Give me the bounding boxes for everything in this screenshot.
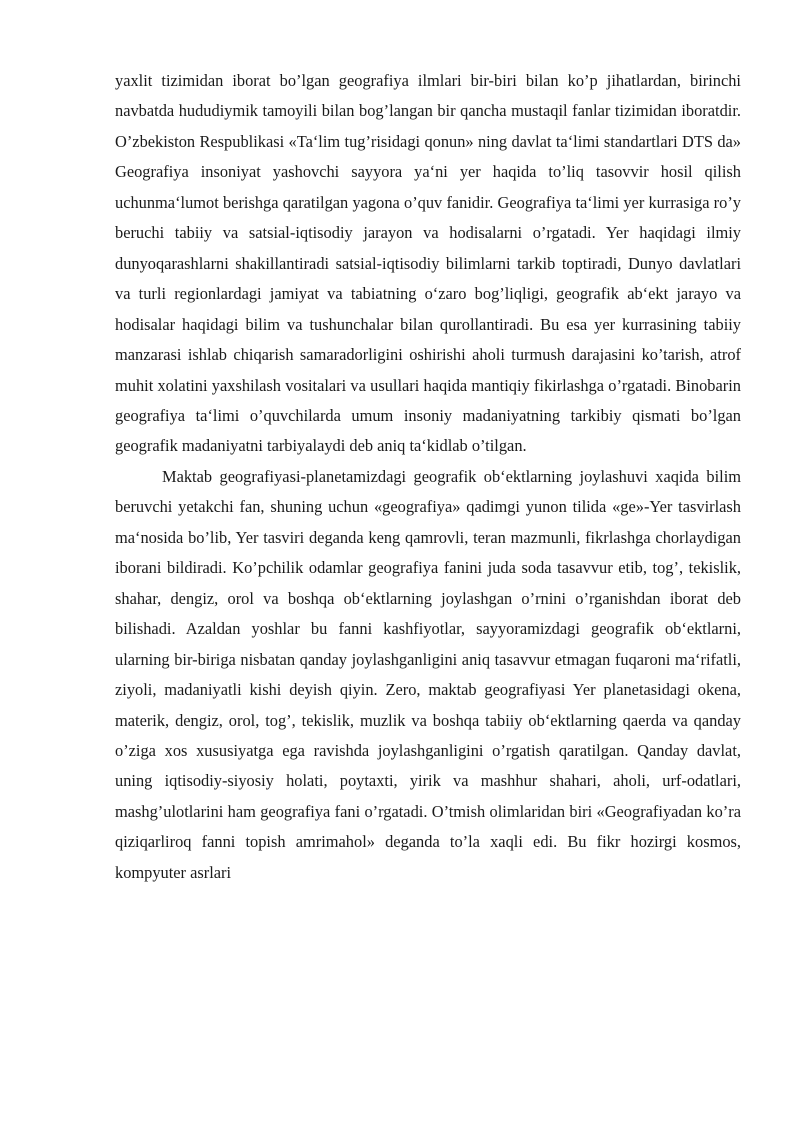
document-page — [115, 66, 741, 888]
paragraph-2: Maktab geografiyasi-planetamizdagi geografik ob‘ektlarning joylashuvi xaqida bilim beruvchi yetakchi fan, shuning uchun «geografiya» qadimgi yunon tilida «ge»-Yer tasvirlash ma‘nosida bo’lib, Yer tasviri deganda keng qamrovli, teran mazmunli, fikrlashga chorlaydigan iborani bildiradi. Ko’pchilik odamlar geografiya fanini juda soda tasavvur etib, tog’, tekislik, shahar, dengiz, orol va boshqa ob‘ektlarning joylashgan o’rnini o’rganishdan iborat deb bilishadi. Azaldan yoshlar bu fanni kashfiyotlar, sayyoramizdagi geografik ob‘ektlarni, ularning bir-biriga nisbatan qanday joylashganligini aniq tasavvur etmagan fuqaroni ma‘rifatli, ziyoli, madaniyatli kishi deyish qiyin. Zero, maktab geografiyasi Yer planetasidagi okena, materik, dengiz, orol, tog’, tekislik, muzlik va boshqa tabiiy ob‘ektlarning qaerda va qanday o’ziga xos xususiyatga ega ravishda joylashganligini o’rgatish qaratilgan. Qanday davlat, uning iqtisodiy-siyosiy holati, poytaxti, yirik va mashhur shahari, aholi, urf-odatlari, mashg’ulotlarini ham geografiya fani o’rgatadi. O’tmish olimlaridan biri «Geografiyadan ko’ra qiziqarliroq fanni topish amrimahol» deganda to’la xaqli edi. Bu fikr hozirgi kosmos, kompyuter asrlari — [115, 466, 741, 882]
paragraph-1: yaxlit tizimidan iborat bo’lgan geografiya ilmlari bir-biri bilan ko’p jihatlardan, birinchi navbatda hududiymik tamoyili bilan bog’langan bir qancha mustaqil fanlar tizimidan iboratdir. O’zbekiston Respublikasi «Ta‘lim tug’risidagi qonun» ning davlat ta‘limi standartlari DTS da» Geografiya insoniyat yashovchi sayyora ya‘ni yer haqida to’liq tasovvir hosil qilish uchunma‘lumot berishga qaratilgan yagona o’quv fanidir. Geografiya ta‘limi yer kurrasiga ro’y beruchi tabiiy va satsial-iqtisodiy jarayon va hodisalarni o’rgatadi. Yer haqidagi ilmiy dunyoqarashlarni shakillantiradi satsial-iqtisodiy bilimlarni tarkib toptiradi, Dunyo davlatlari va turli regionlardagi jamiyat va tabiatning o‘zaro bog’liqligi, geografik ab‘ekt jarayo va hodisalar haqidagi bilim va tushunchalar bilan qurollantiradi. Bu esa yer kurrasining tabiiy manzarasi ishlab chiqarish samaradorligini oshirishi aholi turmush darajasini ko’tarish, atrof muhit xolatini yaxshilash vositalari va usullari haqida mantiqiy fikirlashga o’rgatadi. Binobarin geografiya ta‘limi o’quvchilarda umum insoniy madaniyatning tarkibiy qismati bo’lgan geografik madaniyatni tarbiyalaydi deb aniq ta‘kidlab o’tilgan. — [115, 71, 741, 456]
